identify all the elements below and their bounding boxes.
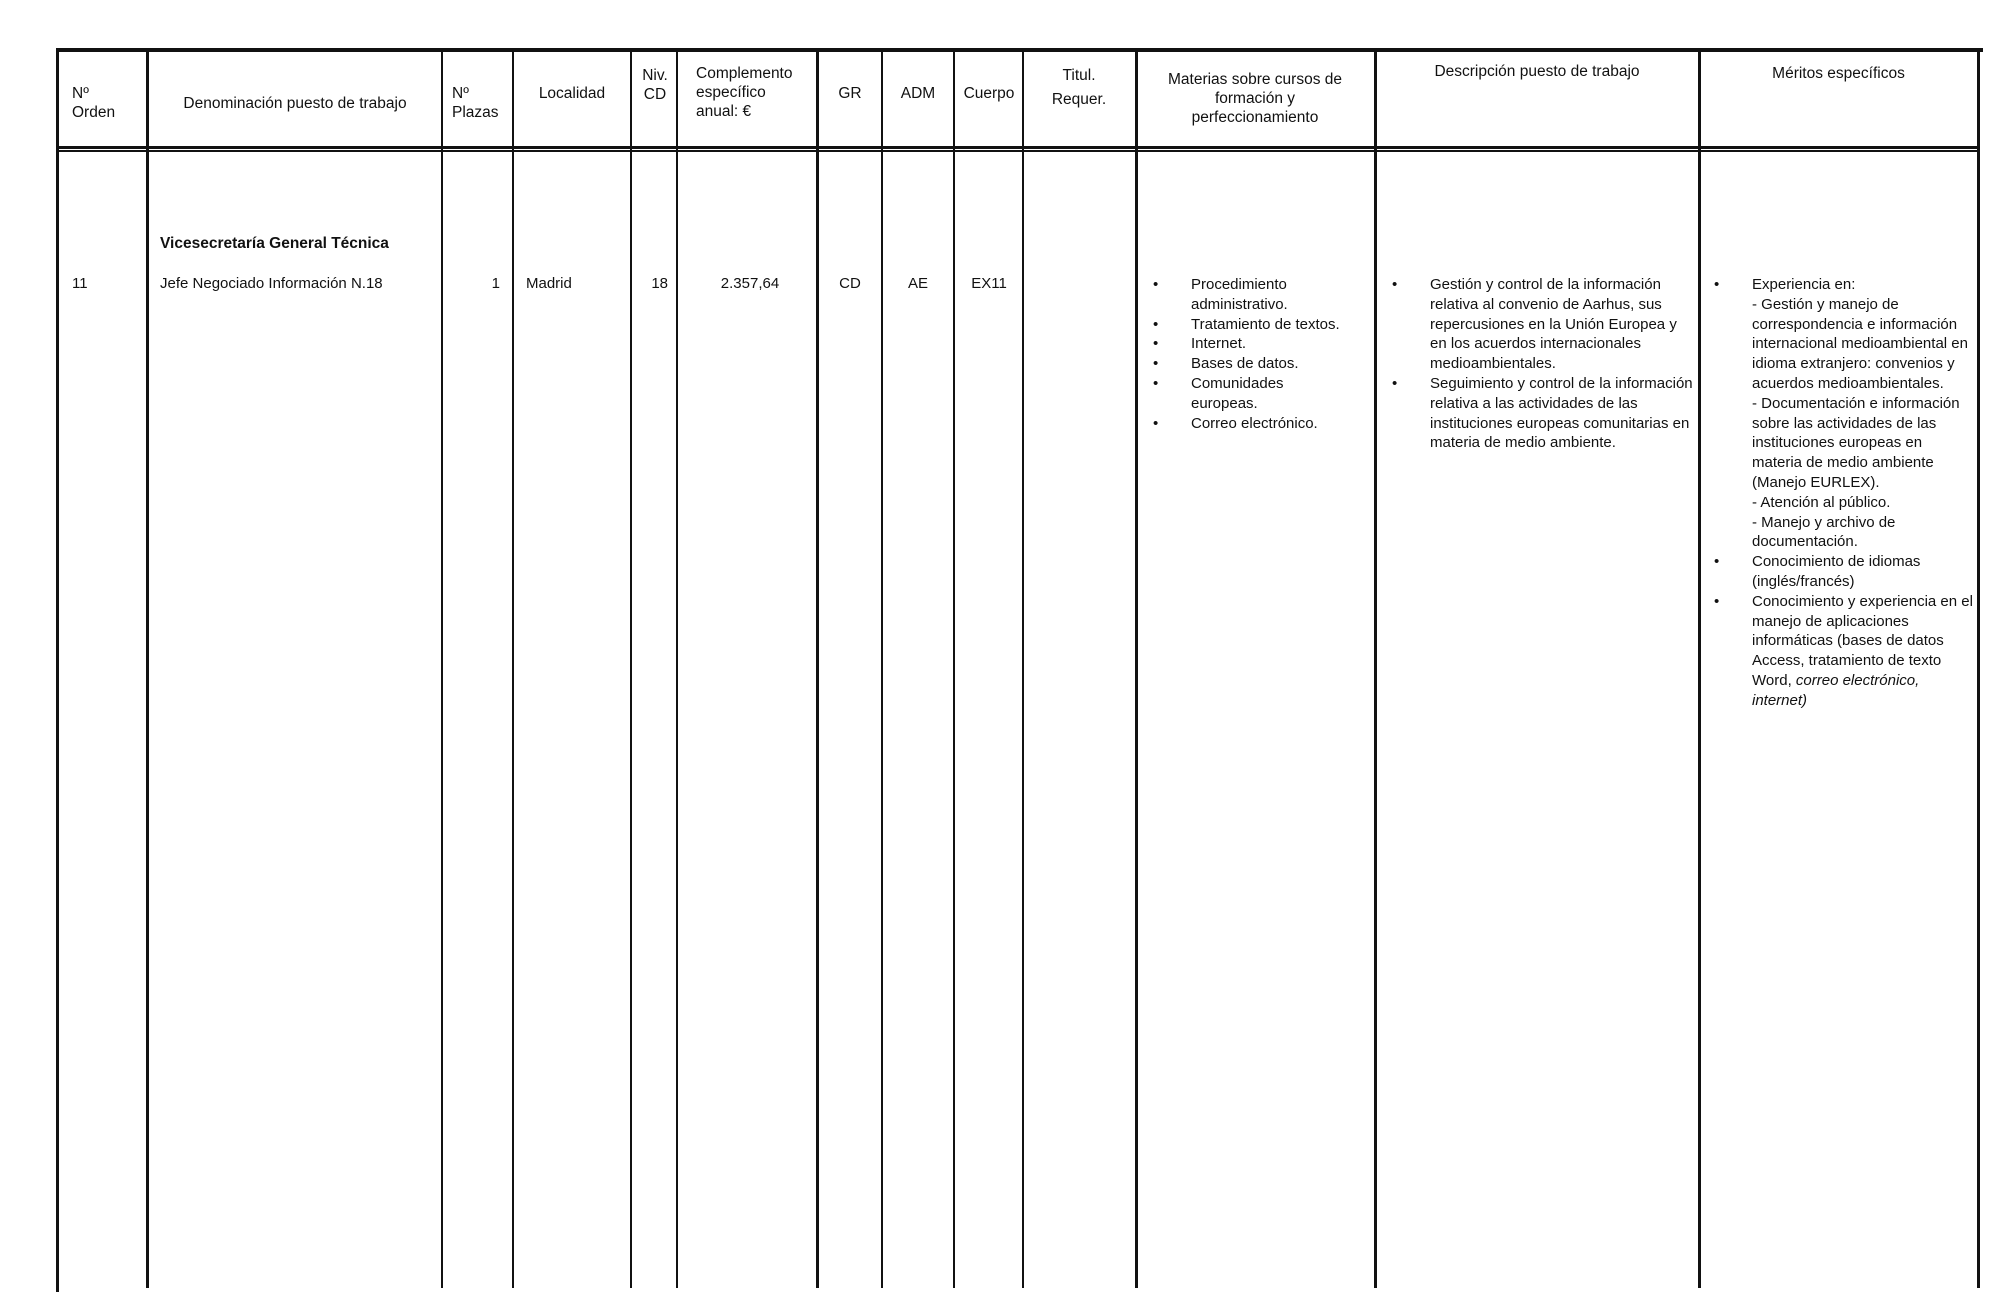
header-adm: ADM (900, 85, 936, 102)
list-item: • Internet. (1153, 334, 1343, 354)
col-divider (881, 48, 883, 1288)
list-item (1714, 275, 1976, 552)
list-item: • Tratamiento de textos. (1153, 315, 1343, 335)
cell-nivcd: 18 (651, 275, 668, 292)
col-divider (1698, 48, 1701, 1288)
list-item (1714, 592, 1976, 711)
header-meritos: Méritos específicos (1772, 65, 1905, 82)
cell-orden: 11 (72, 275, 88, 292)
list-item: • Procedimiento administrativo. (1153, 275, 1343, 315)
list-item: • Seguimiento y control de la información relativa a las actividades de las instituciones europeas comunitarias en materia de medio ambiente. (1392, 374, 1694, 453)
header-gr: GR (838, 85, 862, 102)
list-item: • Gestión y control de la información relativa al convenio de Aarhus, sus repercusiones en la Unión Europea y en los acuerdos internacionales medioambientales. (1392, 275, 1694, 374)
header-divider (56, 146, 1980, 149)
header-plazas: Nº Plazas (452, 85, 499, 121)
header-orden: Nº Orden (72, 85, 116, 121)
cell-plazas: 1 (491, 275, 500, 292)
col-divider (1135, 48, 1138, 1288)
cell-meritos (1714, 275, 1976, 711)
header-cuerpo: Cuerpo (963, 85, 1015, 102)
list-item: • Conocimiento de idiomas (inglés/francés) (1714, 552, 1976, 592)
col-divider (512, 48, 514, 1288)
col-divider (816, 48, 819, 1288)
meritos-item3-main: Conocimiento y experiencia en el manejo de aplicaciones informáticas (bases de datos Access, tratamiento de texto Word, (1752, 592, 1973, 689)
meritos-item1-title: • Experiencia en: (1752, 276, 1856, 293)
header-denominacion: Denominación puesto de trabajo (183, 95, 407, 112)
cell-denominacion: Jefe Negociado Información N.18 (160, 275, 383, 292)
header-complemento: Complemento específico anual: € (696, 65, 793, 120)
cell-materias (1153, 275, 1343, 433)
section-title: Vicesecretaría General Técnica (160, 235, 389, 252)
cell-complemento: 2.357,64 (720, 275, 780, 292)
cell-descripcion (1392, 275, 1694, 453)
col-divider (676, 48, 678, 1288)
cell-cuerpo: EX11 (971, 275, 1007, 292)
header-materias: Materias sobre cursos de formación y perfeccionamiento (1167, 71, 1343, 126)
meritos-subitem: - Manejo y archivo de documentación. (1752, 513, 1896, 551)
col-divider (1977, 48, 1980, 1288)
cell-localidad: Madrid (526, 275, 572, 292)
meritos-subitem: - Atención al público. (1752, 493, 1891, 511)
header-nivcd: Niv. CD (642, 67, 668, 103)
header-descripcion: Descripción puesto de trabajo (1434, 63, 1640, 80)
header-localidad: Localidad (538, 85, 606, 102)
cell-adm: AE (907, 275, 928, 292)
col-divider (1374, 48, 1377, 1288)
meritos-subitem: - Documentación e información sobre las actividades de las instituciones europeas en materia de medio ambiente (Manejo EURLEX). (1752, 394, 1960, 491)
header-titul: Titul. Requer. (1051, 67, 1107, 108)
col-divider (146, 48, 149, 1288)
col-divider (630, 48, 632, 1288)
meritos-subitem: - Gestión y manejo de correspondencia e información internacional medioambiental en idioma extranjero: convenios y acuerdos medioambientales. (1752, 295, 1968, 392)
meritos-item3-italic: correo electrónico, internet) (1752, 671, 1920, 709)
col-divider (953, 48, 955, 1288)
col-divider (1022, 48, 1024, 1288)
list-item: • Correo electrónico. (1153, 414, 1343, 434)
list-item: • Comunidades europeas. (1153, 374, 1343, 414)
header-divider-double (56, 150, 1980, 152)
cell-gr: CD (839, 275, 861, 292)
list-item: • Bases de datos. (1153, 354, 1343, 374)
col-divider (441, 48, 443, 1288)
